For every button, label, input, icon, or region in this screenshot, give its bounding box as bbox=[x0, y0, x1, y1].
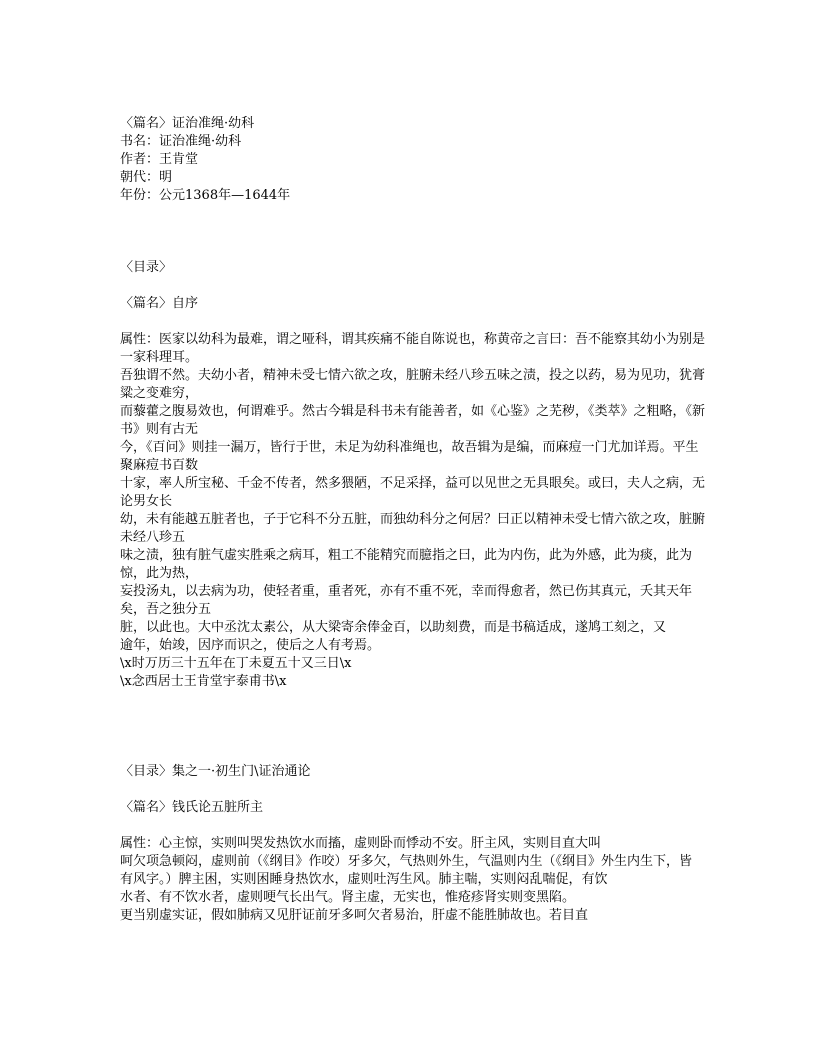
body-paragraph: 呵欠项急顿闷，虚则前（《纲目》作咬）牙多欠，气热则外生，气温则内生（《纲目》外生内生下，皆 bbox=[120, 854, 693, 869]
body-paragraph: 吾独谓不然。夫幼小者，精神未受七情六欲之攻，脏腑未经八珍五味之渍，投之以药，易为见功，犹膏粱之变难穷， bbox=[120, 368, 706, 401]
body-paragraph: 属性：心主惊，实则叫哭发热饮水而搐，虚则卧而悸动不安。肝主风，实则目直大叫 bbox=[120, 836, 602, 851]
body-paragraph: 更当别虚实证，假如肺病又见肝证前牙多呵欠者易治，肝虚不能胜肺故也。若目直 bbox=[120, 908, 589, 923]
body-paragraph: 属性：医家以幼科为最难，谓之哑科，谓其疾痛不能自陈说也，称黄帝之言曰：吾不能察其幼小为别是一家科理耳。 bbox=[120, 332, 706, 365]
header-line: 年份：公元1368年—1644年 bbox=[120, 188, 291, 203]
document-page bbox=[120, 115, 710, 925]
body-paragraph: 幼，未有能越五脏者也，子于它科不分五脏，而独幼科分之何居？曰正以精神未受七情六欲之攻，脏腑未经八珍五 bbox=[120, 512, 706, 545]
body-paragraph: 逾年，始竣，因序而识之，使后之人有考焉。 bbox=[120, 638, 381, 653]
header-line: 〈篇名〉证治准绳·幼科 bbox=[120, 116, 255, 131]
header-line: 书名：证治准绳·幼科 bbox=[120, 134, 242, 149]
header-line: 朝代：明 bbox=[120, 170, 173, 185]
author-signature: \x念西居士王肯堂宇泰甫书\x bbox=[120, 674, 287, 689]
header-block bbox=[120, 115, 710, 205]
section-title: 〈篇名〉钱氏论五脏所主 bbox=[120, 800, 264, 815]
header-line: 作者：王肯堂 bbox=[120, 152, 199, 167]
body-paragraph: 而藜藿之腹易效也，何谓难乎。然古今辑是科书未有能善者，如《心鉴》之芜秽，《类萃》之粗略，《新书》则有古无 bbox=[120, 404, 706, 437]
body-paragraph: 有风字。）脾主困，实则困睡身热饮水，虚则吐泻生风。肺主喘，实则闷乱喘促，有饮 bbox=[120, 872, 608, 887]
section-body bbox=[120, 835, 710, 925]
body-paragraph: 妄投汤丸，以去病为功，使轻者重，重者死，亦有不重不死，幸而得愈者，然已伤其真元，夭其天年矣，吾之独分五 bbox=[120, 584, 693, 617]
body-paragraph: 味之渍，独有脏气虚实胜乘之病耳，粗工不能精究而臆指之曰，此为内伤，此为外感，此为痰，此为惊，此为热， bbox=[120, 548, 693, 581]
preface-body bbox=[120, 331, 710, 691]
toc-heading: 〈目录〉集之一·初生门\证治通论 bbox=[120, 764, 311, 779]
section-title: 〈篇名〉自序 bbox=[120, 296, 199, 311]
body-paragraph: 今，《百问》则挂一漏万，皆行于世，未足为幼科准绳也，故吾辑为是编，而麻痘一门尤加详焉。平生聚麻痘书百数 bbox=[120, 440, 699, 473]
toc-heading: 〈目录〉 bbox=[120, 260, 173, 275]
body-paragraph: 十家，率人所宝秘、千金不传者，然多猥陋，不足采择，益可以见世之无具眼矣。或曰，夫人之病，无论男女长 bbox=[120, 476, 706, 509]
dated-signature: \x时万历三十五年在丁未夏五十又三日\x bbox=[120, 656, 352, 671]
body-paragraph: 脏，以此也。大中丞沈太素公，从大梁寄余俸金百，以助刻费，而是书稿适成，遂鸠工刻之，又 bbox=[120, 620, 667, 635]
body-paragraph: 水者、有不饮水者，虚则哽气长出气。肾主虚，无实也，惟疮疹肾实则变黑陷。 bbox=[120, 890, 576, 905]
